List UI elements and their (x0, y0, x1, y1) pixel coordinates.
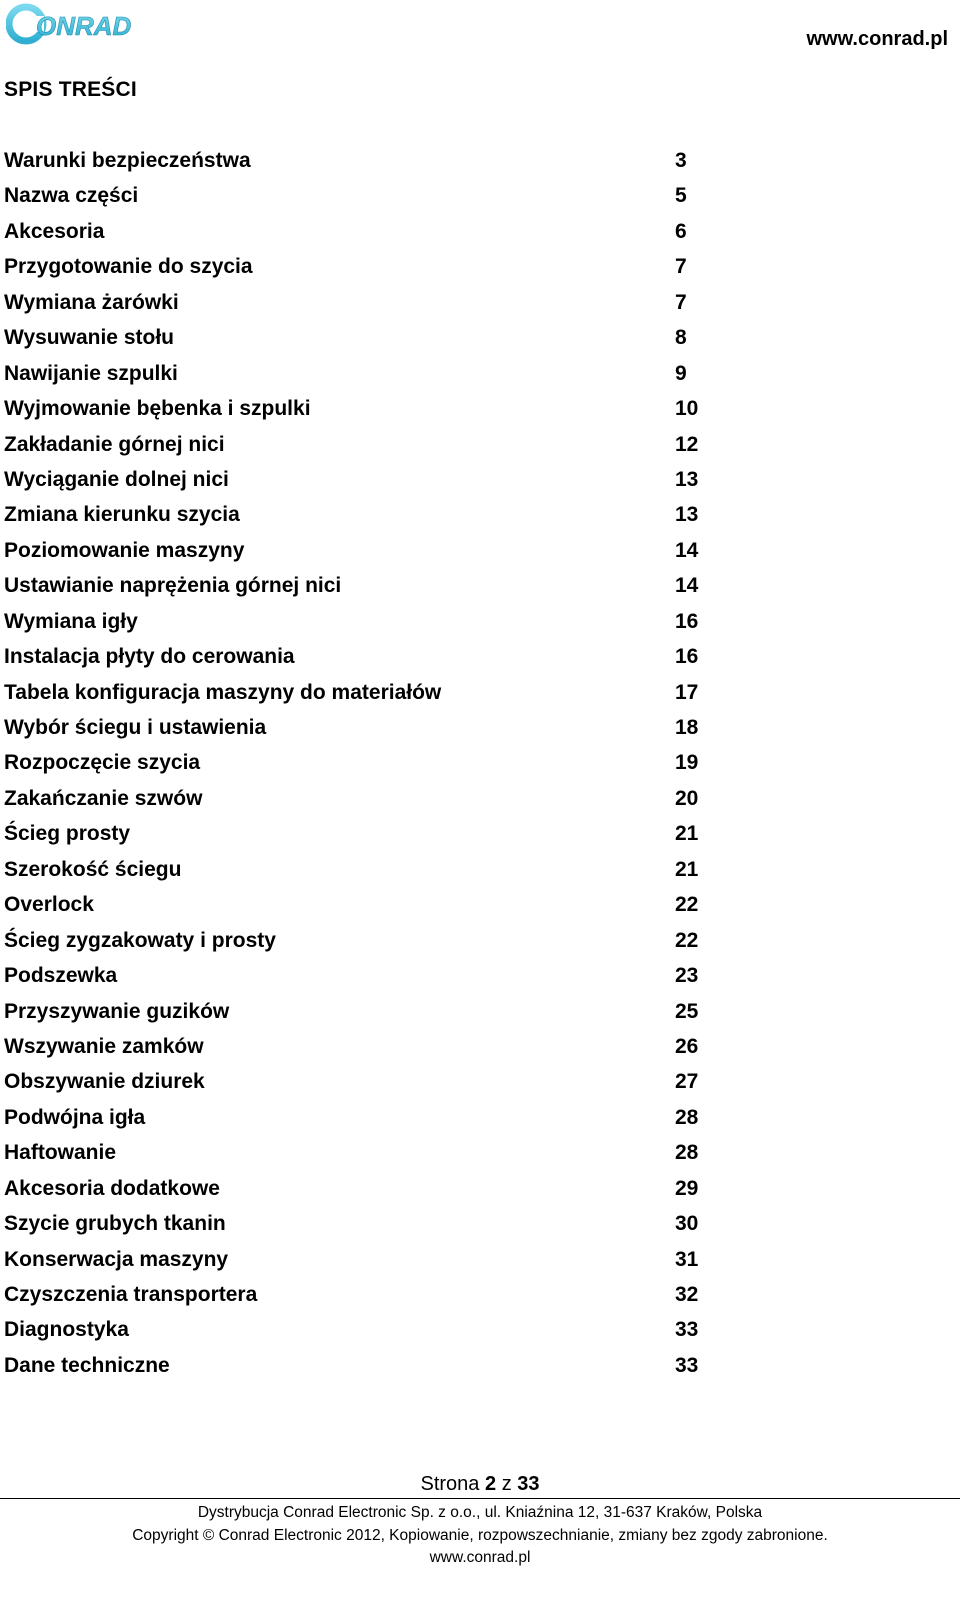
site-url[interactable]: www.conrad.pl (806, 28, 948, 50)
toc-entry-page: 12 (675, 432, 699, 456)
toc-entry-title: Warunki bezpieczeństwa (4, 149, 251, 172)
toc-entry[interactable] (4, 570, 704, 605)
toc-entry-page: 28 (675, 1105, 699, 1129)
toc-entry-title: Konserwacja maszyny (4, 1247, 229, 1271)
toc-entry-title: Overlock (4, 893, 94, 917)
toc-entry-page: 22 (675, 928, 699, 952)
toc-entry-page: 21 (675, 857, 699, 881)
toc-entry-page: 10 (675, 397, 699, 421)
toc-entry-page: 32 (675, 1283, 699, 1306)
toc-entry-title: Zmiana kierunku szycia (4, 503, 240, 527)
toc-entry-page: 25 (675, 999, 699, 1023)
toc-entry[interactable] (4, 996, 704, 1031)
svg-text:ONRAD: ONRAD (36, 11, 132, 41)
toc-entry[interactable] (4, 783, 704, 818)
toc-entry-title: Akcesoria (4, 219, 105, 243)
footer-divider (0, 1498, 960, 1499)
toc-entry-title: Czyszczenia transportera (4, 1283, 258, 1306)
footer-site-url[interactable]: www.conrad.pl (429, 1549, 531, 1566)
toc-entry-title: Zakańczanie szwów (4, 786, 203, 810)
toc-entry-title: Instalacja płyty do cerowania (4, 645, 295, 669)
toc-entry-page: 16 (675, 645, 699, 669)
toc-entry-page: 18 (675, 716, 699, 739)
page-counter (0, 1470, 960, 1498)
toc-entry[interactable] (4, 1279, 704, 1314)
toc-entry[interactable] (4, 1350, 704, 1385)
toc-entry[interactable] (4, 712, 704, 747)
toc-entry-title: Rozpoczęcie szycia (4, 751, 201, 775)
conrad-logo (6, 2, 166, 46)
toc-list (4, 145, 704, 1385)
toc-entry-page: 13 (675, 467, 699, 491)
toc-entry-title: Podszewka (4, 964, 118, 988)
toc-entry-page: 17 (675, 680, 699, 704)
toc-entry-title: Wymiana igły (4, 609, 138, 633)
toc-entry-title: Wymiana żarówki (4, 290, 179, 314)
toc-entry[interactable] (4, 818, 704, 853)
toc-entry-page: 3 (675, 149, 687, 172)
toc-entry-title: Ustawianie naprężenia górnej nici (4, 574, 342, 598)
toc-entry[interactable] (4, 322, 704, 357)
toc-entry-title: Przygotowanie do szycia (4, 255, 253, 279)
toc-entry-title: Podwójna igła (4, 1105, 146, 1129)
toc-entry-title: Obszywanie dziurek (4, 1070, 205, 1094)
toc-entry[interactable] (4, 1314, 704, 1349)
toc-entry[interactable] (4, 925, 704, 960)
toc-entry-title: Szerokość ściegu (4, 857, 182, 881)
toc-entry-page: 26 (675, 1034, 699, 1058)
toc-entry-title: Wybór ściegu i ustawienia (4, 716, 267, 739)
toc-entry[interactable] (4, 960, 704, 995)
toc-entry[interactable] (4, 287, 704, 322)
toc-entry[interactable] (4, 251, 704, 286)
toc-entry-title: Zakładanie górnej nici (4, 432, 225, 456)
toc-entry[interactable] (4, 1102, 704, 1137)
total-pages: 33 (517, 1473, 540, 1495)
toc-entry-page: 21 (675, 822, 699, 846)
toc-entry-title: Ścieg zygzakowaty i prosty (4, 928, 276, 952)
copyright-line: Copyright © Conrad Electronic 2012, Kopiowanie, rozpowszechnianie, zmiany bez zgody zabronione. (132, 1526, 828, 1544)
toc-entry[interactable] (4, 889, 704, 924)
toc-entry-page: 16 (675, 609, 699, 633)
toc-entry[interactable] (4, 358, 704, 393)
toc-entry-title: Nazwa części (4, 184, 139, 208)
toc-entry-title: Nawijanie szpulki (4, 361, 178, 385)
toc-title: SPIS TREŚCI (4, 78, 137, 101)
toc-entry-title: Szycie grubych tkanin (4, 1212, 226, 1236)
toc-entry-title: Wszywanie zamków (4, 1034, 204, 1058)
toc-entry[interactable] (4, 499, 704, 534)
toc-entry[interactable] (4, 429, 704, 464)
toc-entry-page: 8 (675, 326, 687, 350)
current-page: 2 (485, 1473, 497, 1495)
distribution-line: Dystrybucja Conrad Electronic Sp. z o.o., ul. Kniaźnina 12, 31-637 Kraków, Polska (197, 1504, 763, 1521)
toc-entry[interactable] (4, 606, 704, 641)
toc-entry-title: Wyjmowanie bębenka i szpulki (4, 397, 311, 421)
toc-entry-page: 23 (675, 964, 699, 988)
toc-entry-page: 20 (675, 786, 699, 810)
toc-entry-page: 6 (675, 219, 687, 243)
toc-entry-title: Diagnostyka (4, 1318, 129, 1342)
toc-entry-page: 22 (675, 893, 699, 917)
page-label: Strona (420, 1473, 480, 1495)
toc-entry[interactable] (4, 747, 704, 782)
toc-entry-title: Dane techniczne (4, 1353, 170, 1377)
toc-entry-page: 13 (675, 503, 699, 527)
page-footer (0, 1470, 960, 1570)
toc-entry-title: Wysuwanie stołu (4, 326, 174, 350)
of-label: z (501, 1473, 512, 1495)
toc-entry-page: 27 (675, 1070, 699, 1094)
toc-entry-page: 31 (675, 1247, 699, 1271)
toc-entry-page: 9 (675, 361, 687, 385)
toc-entry-title: Poziomowanie maszyny (4, 538, 245, 562)
toc-entry[interactable] (4, 1031, 704, 1066)
toc-entry[interactable] (4, 1244, 704, 1279)
toc-entry-page: 5 (675, 184, 687, 208)
toc-entry[interactable] (4, 535, 704, 570)
toc-entry[interactable] (4, 393, 704, 428)
toc-entry[interactable] (4, 464, 704, 499)
toc-entry-title: Wyciąganie dolnej nici (4, 467, 229, 491)
toc-entry[interactable] (4, 1173, 704, 1208)
toc-entry-page: 33 (675, 1353, 699, 1377)
toc-entry[interactable] (4, 677, 704, 712)
toc-entry[interactable] (4, 1137, 704, 1172)
toc-entry-title: Haftowanie (4, 1141, 117, 1165)
toc-entry[interactable] (4, 145, 704, 180)
toc-entry-title: Tabela konfiguracja maszyny do materiałów (4, 680, 442, 704)
toc-entry[interactable] (4, 216, 704, 251)
toc-entry[interactable] (4, 854, 704, 889)
toc-entry[interactable] (4, 641, 704, 676)
toc-entry[interactable] (4, 1208, 704, 1243)
toc-entry-page: 19 (675, 751, 699, 775)
toc-entry-page: 29 (675, 1176, 699, 1200)
toc-entry-page: 14 (675, 574, 699, 598)
toc-entry-page: 14 (675, 538, 699, 562)
toc-entry-page: 7 (675, 255, 687, 279)
toc-entry-title: Przyszywanie guzików (4, 999, 230, 1023)
toc-entry-page: 30 (675, 1212, 699, 1236)
toc-entry[interactable] (4, 1066, 704, 1101)
toc-entry[interactable] (4, 180, 704, 215)
toc-entry-page: 7 (675, 290, 687, 314)
toc-entry-page: 28 (675, 1141, 699, 1165)
toc-entry-title: Akcesoria dodatkowe (4, 1176, 220, 1200)
toc-entry-page: 33 (675, 1318, 699, 1342)
toc-entry-title: Ścieg prosty (4, 822, 131, 846)
